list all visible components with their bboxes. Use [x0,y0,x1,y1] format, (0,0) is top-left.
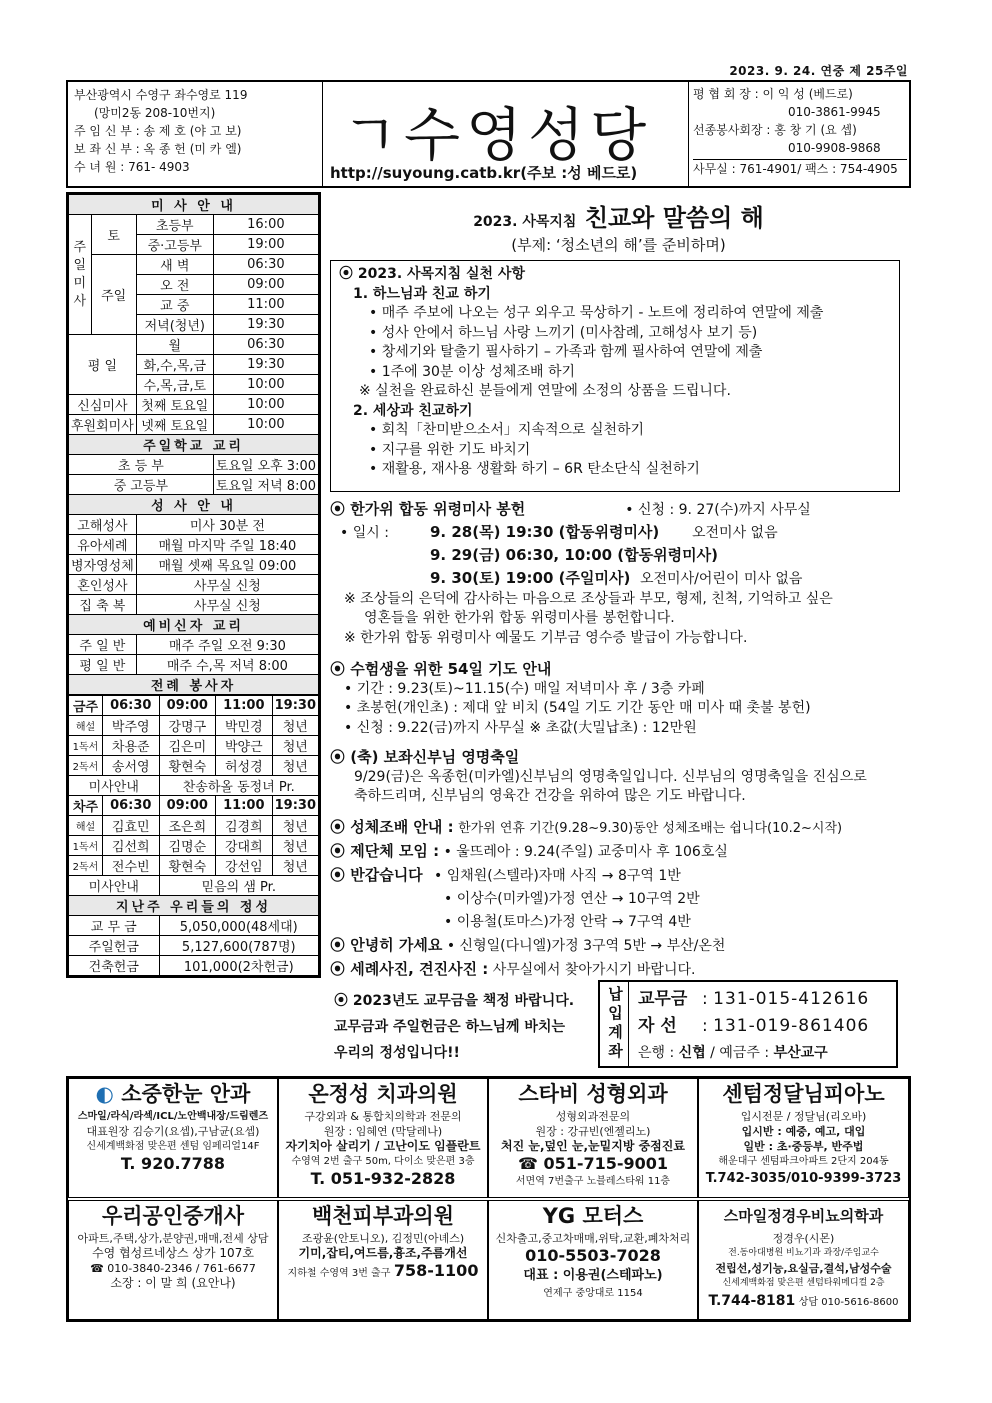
cell: 16:00 [213,215,318,235]
pastoral-theme-title [326,198,911,233]
welcome-line: • 임채원(스텔라)자매 사직 → 8구역 1반 [434,868,681,884]
box-item: • 매주 주보에 나오는 성구 외우고 묵상하기 - 노트에 정리하여 연말에 제출 [369,305,824,321]
farewell-title: ⦿ 안녕히 가세요 [330,936,443,954]
cell: 초 등 부 [69,455,214,475]
adoration-title: ⦿ 성체조배 안내 : [330,818,454,836]
cell: 09:00 [159,796,216,816]
cell: 토요일 오후 3:00 [213,455,318,475]
cell: 19:00 [213,235,318,255]
ad-phone: 758-1100 [393,1261,479,1280]
feast-line: 축하드리며, 신부님의 영육간 건강을 위하여 많은 기도 바랍니다. [354,788,746,804]
cell: 5,050,000(48세대) [159,916,318,936]
ad-line: 대표 : 이용권(스테파노) [523,1268,663,1283]
tithe-account-section [330,980,905,1070]
cell: 오 전 [136,275,213,295]
ad-line: ☎ 010-3840-2346 / 761-6677 [90,1262,256,1275]
council-phone: 010-3861-9945 [788,105,881,119]
ad-line: 서면역 7번출구 노블레스타워 11층 [515,1176,671,1187]
account-label: 납입계좌 [600,982,629,1066]
cell: 중 고등부 [69,475,214,495]
box-item: • 회칙「찬미받으소서」지속적으로 실천하기 [369,422,645,438]
chuseok-note-line: 영혼들을 위한 한가위 합동 위령미사를 봉헌합니다. [364,610,675,626]
cell: 박주영 [103,716,160,736]
cell: 박민경 [216,716,273,736]
assistant-line: 보 좌 신 부 : 옥 종 헌 (미 카 엘) [74,142,242,156]
holder-name: 부산교구 [773,1045,828,1061]
box-heading: ⦿ 2023. 사목지침 실천 사항 [339,266,525,282]
ad-line: 정경우(시몬) [772,1232,835,1245]
box-item: • 창세기와 탈출기 필사하기 – 가족과 함께 필사하여 연말에 제출 [369,344,763,360]
ad-name: 센텀정달님피아노 [722,1082,885,1106]
groups-title: ⦿ 제단체 모임 : [330,842,440,860]
chuseok-date: 9. 28(목) 19:30 (합동위령미사) [430,522,660,541]
cell: 매주 주일 오전 9:30 [136,635,318,655]
ad-name: 백천피부과의원 [311,1204,454,1228]
cell: 수,목,금,토 [136,375,213,395]
cell: 06:30 [213,255,318,275]
ad-line: 스마일/라식/라섹/ICL/노안백내장/드림렌즈 [77,1111,269,1122]
cell: 초등부 [136,215,213,235]
chuseok-apply: • 신청 : 9. 27(수)까지 사무실 [625,502,811,518]
cell: 5,127,600(787명) [159,936,318,956]
school-title: 주일학교 교리 [69,435,319,455]
cell: 저녁(청년) [136,315,213,335]
cell: 평 일 반 [69,655,137,675]
sat-label: 토 [91,215,136,255]
cell: 차주 [69,796,103,816]
pastoral-subtitle: (부제: ‘청소년의 해’를 준비하며) [511,236,726,254]
ad-line: 신세계백화점 맞은편 센텀 임페리얼14F [86,1141,260,1152]
ad-line: 전.동아대병원 비뇨기과 과장/주임교수 [728,1248,879,1258]
feast-section [330,748,905,807]
cell: 혼인성사 [69,575,137,595]
cell: 사무실 신청 [136,575,318,595]
photos-title: ⦿ 세례사진, 견진사진 : [330,960,489,978]
account-box [598,980,898,1068]
cell: 청년 [272,836,318,856]
cell: 믿음의 샘 Pr. [159,876,318,896]
cell: 병자영성체 [69,555,137,575]
cell: 유아세례 [69,535,137,555]
bank-label: 은행 : [638,1045,679,1061]
cell: 김효민 [103,816,160,836]
title-big: 친교와 말씀의 해 [584,204,764,232]
box-item: • 성사 안에서 하느님 사랑 느끼기 (미사참례, 고해성사 보기 등) [369,324,758,341]
cell: 황현숙 [159,756,216,776]
cell: 건축헌금 [69,956,160,976]
server-title: 전례 봉사자 [69,675,319,695]
account-list: 교무금 : 131-015-412616 자 선 : 131-019-861406 은행 : 신협 / 예금주 : 부산교구 [638,986,869,1067]
cell: 10:00 [213,395,318,415]
pastor-line: 주 임 신 부 : 송 제 호 (야 고 보) [74,124,242,138]
holder-label: / 예금주 : [705,1045,774,1061]
cell: 청년 [272,856,318,876]
sunday-label: 주일미사 [69,215,92,335]
cell: 해설 [69,716,103,736]
cell: 11:00 [216,696,273,716]
cell: 주일헌금 [69,936,160,956]
cell: 매주 수,목 저녁 8:00 [136,655,318,675]
catechumen-title: 예비신자 교리 [69,615,319,635]
cell: 강대희 [216,836,273,856]
ad-name: 우리공인중개사 [101,1204,244,1228]
eye-logo-icon: ◐ [95,1082,114,1106]
ad-line: 기미,잡티,여드름,흉조,주름개선 [298,1246,468,1260]
cell: 차용준 [103,736,160,756]
ad-line: 상담 010-5616-8600 [798,1297,899,1308]
offering-title: 지난주 우리들의 정성 [69,896,319,916]
cell: 청년 [272,736,318,756]
cell: 송서영 [103,756,160,776]
office-phone: 사무실 : 761-4901/ 팩스 : 754-4905 [693,159,907,178]
address-line: 부산광역시 수영구 좌수영로 119 [74,88,248,102]
chuseok-note-line: ※ 한가위 합동 위령미사 예물도 기부금 영수증 발급이 가능합니다. [344,629,748,646]
pastoral-practice-box [330,260,900,492]
ad-line: 일반 : 초·중등부, 반주법 [743,1140,864,1153]
cell: 주 일 반 [69,635,137,655]
convent-line: 수 녀 원 : 761- 4903 [74,160,190,174]
photos-text: 사무실에서 찾아가시기 바랍니다. [492,962,696,978]
cell: 허성경 [216,756,273,776]
ad-name: ◐ 소중한눈 안과 [95,1082,251,1106]
ad-line: 원장 : 임혜연 (막달레나) [323,1125,443,1138]
cell: 06:30 [103,796,160,816]
cell: 조은희 [159,816,216,836]
cell: 06:30 [103,696,160,716]
ad-line: 해운대구 센텀파크아파트 2단지 204동 [718,1156,889,1167]
ad-phone: ☎ 051-715-9001 [517,1154,669,1173]
exam-prayer-section [330,660,905,738]
account-name: 교무금 [638,989,688,1009]
ad-line: 처진 눈,덮인 눈,눈밑지방 중점진료 [501,1139,685,1153]
cell: 찬송하올 동정녀 Pr. [159,776,318,796]
ad-line: 수영역 2번 출구 50m, 다이소 맞은편 3층 [291,1156,475,1167]
tithe-line: 우리의 정성입니다!! [334,1045,460,1061]
ad-piano[interactable] [698,1078,909,1198]
tithe-line: ⦿ 2023년도 교무금을 책정 바랍니다. [334,993,575,1009]
cell: 청년 [272,716,318,736]
box-item: ※ 실천을 완료하신 분들에게 연말에 소정의 상품을 드립니다. [359,383,731,399]
cell: 금주 [69,696,103,716]
cell: 토요일 저녁 8:00 [213,475,318,495]
ad-name: 온정성 치과의원 [308,1082,458,1106]
cell: 고해성사 [69,515,137,535]
parish-address-block [68,82,323,186]
ad-name: YG 모터스 [542,1204,644,1228]
ad-line: 조광윤(안토니오), 김정민(아녜스) [301,1232,465,1245]
cell: 새 벽 [136,255,213,275]
mass-title: 미 사 안 내 [69,195,319,215]
cell: 10:00 [213,415,318,435]
welcome-line: • 이상수(미카엘)가정 연산 → 10구역 2반 [444,891,700,907]
ad-phone: T. 051-932-2828 [310,1169,456,1188]
cell: 월 [136,335,213,355]
ad-line: 연제구 중앙대로 1154 [543,1288,643,1299]
cell: 넷째 토요일 [136,415,213,435]
cell: 06:30 [213,335,318,355]
cell: 후원회미사 [69,415,137,435]
farewell-line: • 신형일(다니엘)가정 3구역 5반 → 부산/온천 [446,938,726,954]
cell: 미사 30분 전 [136,515,318,535]
box-item: • 1주에 30분 이상 성체조배 하기 [369,363,575,380]
cell: 김은미 [159,736,216,756]
ad-line: 지하철 수영역 3번 출구 [287,1268,391,1279]
tithe-line: 교무금과 주일헌금은 하느님께 바치는 [334,1019,566,1035]
cell: 11:00 [216,796,273,816]
ad-line: 신세계백화점 맞은편 센텀타워메디컬 2층 [722,1278,885,1288]
cell: 11:00 [213,295,318,315]
cell: 19:30 [272,796,318,816]
welcome-line: • 이용철(토마스)가정 안락 → 7구역 4반 [444,914,691,930]
cell: 교 중 [136,295,213,315]
ad-urology[interactable] [698,1200,909,1320]
box-item: • 재활용, 재사용 생활화 하기 – 6R 탄소단식 실천하기 [369,461,700,477]
contact-block [688,82,911,186]
ad-eye-clinic[interactable] [68,1078,278,1198]
ad-line: 자기치아 살리기 / 고난이도 임플란트 [285,1139,481,1153]
cell: 1독서 [69,836,103,856]
ad-line: 구강외과 & 통합치의학과 전문의 [304,1110,462,1123]
ad-dental[interactable] [278,1078,488,1198]
cell: 강선임 [216,856,273,876]
feast-line: 9/29(금)은 옥종헌(미카엘)신부님의 영명축일입니다. 신부님의 영명축일을 진심으로 [354,768,867,785]
cell: 미사안내 [69,876,160,896]
exam-line: • 초봉헌(개인초) : 제대 앞 비치 (54일 기도 기간 동안 매 미사 때 촛불 봉헌) [344,700,811,716]
address-line: (망미2동 208-10번지) [94,106,216,120]
chuseok-section [330,500,905,648]
cell: 2독서 [69,756,103,776]
chuseok-date: 9. 29(금) 06:30, 10:00 (합동위령미사) [430,545,718,564]
ad-line: 소장 : 이 말 희 (요안나) [110,1276,236,1290]
cell: 2독서 [69,856,103,876]
sidebar [66,192,321,978]
notices-section [330,816,905,982]
chuseok-title: ⦿ 한가위 합동 위령미사 봉헌 [330,500,526,518]
ads-section [66,1076,911,1322]
chuseok-label: • 일시 : [340,524,389,541]
ad-phone: T.744-8181 [708,1293,796,1309]
cell: 황현숙 [159,856,216,876]
box-item: • 지구를 위한 기도 바치기 [369,441,531,458]
ad-motors[interactable] [488,1200,698,1320]
sacrament-title: 성 사 안 내 [69,495,319,515]
cell: 19:30 [213,315,318,335]
cell: 101,000(2차헌금) [159,956,318,976]
sun-label: 주일 [91,255,136,335]
ad-phone: T. 920.7788 [120,1154,226,1173]
website-url[interactable]: http://suyoung.catb.kr(주보 :성 베드로) [330,164,638,182]
ad-name: 스타비 성형외과 [518,1082,668,1106]
cell: 강명구 [159,716,216,736]
cell: 화,수,목,금 [136,355,213,375]
ad-line: 입시전문 / 정달님(리오바) [740,1110,867,1123]
main-content [326,192,911,1072]
ad-line: 입시반 : 예중, 예고, 대입 [741,1125,866,1138]
cell: 09:00 [213,275,318,295]
schedule-table [68,194,319,695]
ad-name: 스마일정경우비뇨의학과 [723,1207,884,1225]
cell: 교 무 금 [69,916,160,936]
exam-line: • 신청 : 9.22(금)까지 사무실 ※ 초값(大밀납초) : 12만원 [344,719,697,736]
ad-line: 대표원장 김승기(요셉),구남균(요셉) [86,1125,260,1138]
logo-text: ㄱ수영성당 [342,101,653,169]
ad-line: 원장 : 강규빈(엔젤리노) [535,1125,651,1138]
cell: 집 축 복 [69,595,137,615]
cell: 매월 셋째 목요일 09:00 [136,555,318,575]
ad-line: 전립선,성기능,요실금,결석,남성수술 [715,1262,892,1275]
weekday-label: 평 일 [69,335,137,395]
cell: 김경희 [216,816,273,836]
cell: 신심미사 [69,395,137,415]
box-item: 2. 세상과 친교하기 [353,402,473,419]
cell: 김명순 [159,836,216,856]
chuseok-note: 오전미사 없음 [692,524,778,541]
cell: 사무실 신청 [136,595,318,615]
exam-line: • 기간 : 9.23(토)~11.15(수) 매일 저녁미사 후 / 3층 카페 [344,680,705,697]
cell: 첫째 토요일 [136,395,213,415]
ad-realtor[interactable] [68,1200,278,1320]
account-name: 자 선 [638,1016,677,1036]
ad-line: 수영 협성르네상스 상가 107호 [92,1246,254,1260]
cell: 19:30 [272,696,318,716]
cell: 1독서 [69,736,103,756]
ad-phone: 010-5503-7028 [525,1246,661,1265]
funeral-president: 선종봉사회장 : 홍 창 기 (요 셉) [693,123,857,137]
groups-text: • 울뜨레아 : 9.24(주일) 교중미사 후 106호실 [443,844,728,860]
cell: 청년 [272,816,318,836]
issue-date: 2023. 9. 24. 연중 제 25주일 [729,64,908,78]
cell: 해설 [69,816,103,836]
adoration-text: 한가위 연휴 기간(9.28~9.30)동안 성체조배는 쉽니다(10.2~시작) [458,821,843,836]
ad-dermatology[interactable] [278,1200,488,1320]
ad-plastic-surgery[interactable] [488,1078,698,1198]
chuseok-note-line: ※ 조상들의 은덕에 감사하는 마음으로 조상들과 부모, 형제, 친척, 기억하고 싶은 [344,590,833,607]
account-number[interactable]: 131-019-861406 [713,1016,870,1036]
cell: 김선희 [103,836,160,856]
funeral-phone: 010-9908-9868 [788,141,881,155]
title-small: 2023. 사목지침 [473,214,577,230]
account-number[interactable]: 131-015-412616 [713,989,870,1009]
ad-line: 성형외과전문의 [555,1110,631,1123]
feast-title: ⦿ (축) 보좌신부님 영명축일 [330,748,520,766]
exam-title: ⦿ 수험생을 위한 54일 기도 안내 [330,660,552,678]
box-item: 1. 하느님과 친교 하기 [353,285,491,302]
cell: 매월 마지막 주일 18:40 [136,535,318,555]
masthead [66,80,911,188]
chuseok-note: 오전미사/어린이 미사 없음 [640,570,803,587]
chuseok-date: 9. 30(토) 19:00 (주일미사) [430,568,631,587]
cell: 미사안내 [69,776,160,796]
welcome-title: ⦿ 반갑습니다 [330,866,423,884]
ad-line: 아파트,주택,상가,분양권,매매,전세 상담 [77,1232,269,1245]
ad-phone: T.742-3035/010-9399-3723 [705,1171,902,1186]
cell: 중·고등부 [136,235,213,255]
cell: 10:00 [213,375,318,395]
cell: 09:00 [159,696,216,716]
ad-line: 신차출고,중고차매매,위탁,교환,폐차처리 [495,1232,691,1245]
server-table [68,695,319,976]
cell: 청년 [272,756,318,776]
council-president: 평 협 회 장 : 이 익 성 (베드로) [693,87,853,101]
cell: 박양근 [216,736,273,756]
tithe-message [334,988,596,1066]
cell: 19:30 [213,355,318,375]
bank-name: 신협 [678,1045,706,1061]
cell: 전수빈 [103,856,160,876]
